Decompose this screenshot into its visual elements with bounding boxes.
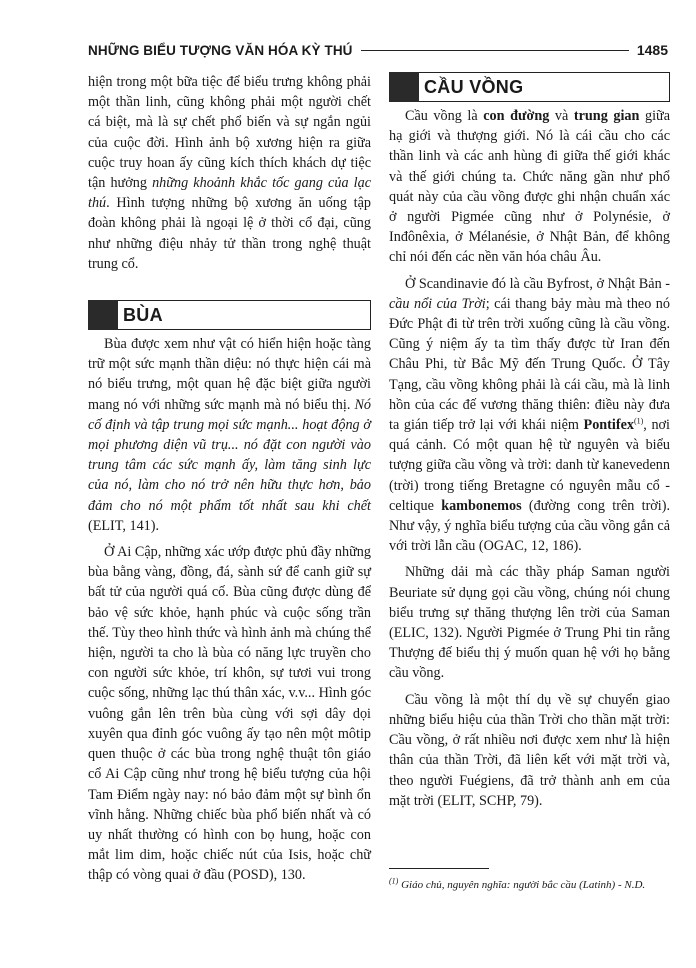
heading-marker-block [389,72,419,102]
left-column [88,72,371,886]
italic-run: cầu nổi của Trời [389,295,486,312]
text-run: , nơi quá cảnh. Có một quan hệ từ nguyên và biểu tượng giữa cầu vồng và trời: danh từ kanevedenn (trời) trong tiếng Bretagne có nguyên mẫu cổ - celtique [389,417,670,514]
page-number: 1485 [636,42,668,58]
italic-run: những khoảnh khắc tốc gang của lạc thú [88,175,371,212]
text-run: (ELIT, 141). [88,517,160,534]
section-title: CẦU VỒNG [419,72,670,102]
bold-run: kambonemos [441,497,522,514]
text-run: Bùa được xem như vật có hiển hiện hoặc tàng trữ một sức mạnh thần diệu: nó thực hiện cái mà nó biểu trưng, một quan hệ đặc biệt giữa người mang nó với những sức mạnh mà nó biểu thị. [88,336,371,413]
bold-run: Pontifex [583,417,634,434]
text-run: giữa hạ giới và thượng giới. Nó là cái cầu cho các thần linh và các anh hùng đi giữa thế giới khác và thế giới chúng ta. Chức năng gần như phổ quát này của cầu vồng được ghi nhận chuẩn xác ở người Pigmée cũng như ở Polynésie, ở Inđônêxia, ở Mélanésie, ở Nhật Bản, để không chỉ nói đến các nền văn hóa châu Âu. [389,108,670,266]
footnote-rule [389,868,489,869]
book-title: NHỮNG BIỂU TƯỢNG VĂN HÓA KỲ THÚ [88,42,353,58]
section-heading-cau-vong [389,72,670,102]
text-run: Ở Scandinavie đó là cầu Byfrost, ở Nhật Bản - [405,275,670,292]
running-header [88,40,668,60]
text-run: Cầu vồng là [405,108,484,124]
footnote-text: Giáo chủ, nguyên nghĩa: người bắc cầu (Latinh) - N.D. [401,879,646,891]
paragraph [389,274,670,557]
footnote-mark: (1) [389,876,399,886]
paragraph: Những dải mà các thầy pháp Saman người Beuriate sử dụng gọi cầu vồng, chúng nói chung biểu trưng sự thăng thượng lên trời của Saman (ELIC, 132). Người Pigmée ở Trung Phi tin rằng Thượng đế biểu thị ý muốn quan hệ với họ bằng cầu vồng. [389,564,670,682]
paragraph [88,334,371,536]
text-run: . Hình tượng những bộ xương ăn uống tập đoàn không phải là ngoại lệ ở thời cổ đại, cũng như những điệu nhảy tử thần trong nghệ thuật trung cổ. [88,195,371,272]
bold-run: trung gian [573,108,640,124]
bold-run: con đường [483,108,550,124]
paragraph [389,106,670,268]
header-rule [361,50,629,51]
continued-paragraph [88,72,371,274]
footnote-ref: (1) [633,416,644,426]
text-run: và [549,108,574,124]
paragraph: Cầu vồng là một thí dụ về sự chuyển giao những biểu hiệu của thần Trời cho thần mặt trời: Cầu vồng, ở rất nhiều nơi được xem như là hiện thân của thần Trời, đã liên kết với mặt trời và, theo người Fuégiens, đã trở thành anh em của mặt trời (ELIT, SCHP, 79). [389,691,670,809]
text-run: ; cái thang bảy màu mà theo nó Đức Phật đi từ trên trời xuống cũng là cầu vồng. Cũng ý niệm ấy ta tìm thấy được từ Iran đến Châu Phi, từ Bắc Mỹ đến Trung Quốc. Ở Tây Tạng, cầu vồng không phải là cái cầu, mà là linh hồn của các đế vương thăng thiên: điều này đưa ta gián tiếp trở lại với khái niệm [389,295,670,434]
section-heading-bua [88,300,371,330]
text-run: hiện trong một bữa tiệc để biểu trưng không phải một thần linh, cũng không phải một người chết cá biệt, mà là sự chết phổ biến và sự ngắn ngủi của cuộc đời. Hình ảnh bộ xương hiện ra giữa cuộc truy hoan ấy cũng kích thích khách dự tiệc tận hưởng [88,74,371,192]
footnote [389,878,670,893]
heading-marker-block [88,300,118,330]
text-run: (đường cong trên trời). Như vậy, ý nghĩa biểu tượng của cầu vồng gắn cả với trời lẫn cầu (OGAC, 12, 186). [389,497,671,555]
paragraph: Ở Ai Cập, những xác ướp được phủ đầy những bùa bằng vàng, đồng, đá, sành sứ để canh giữ sự bất tử của người quá cố. Bùa cũng được dùng để bảo vệ sức khỏe, hạnh phúc và cuộc sống trần thế. Tùy theo hình thức và hình ảnh mà chúng thể hiện, người ta cho là bùa có năng lực truyền cho con người sức khỏe, trí khôn, sự tươi vui trong cuộc sống, những lạc thú thân xác, v.v... Hình góc vuông gắn lên trên bùa cùng với sợi dây dọi xuyên qua đỉnh góc vuông ấy tạo nên một môtip quen thuộc ở các bùa trong nghệ thuật tôn giáo cổ Ai Cập cũng như trong hệ biểu tượng của hội Tam Điểm ngày nay: nó bảo đảm một sự bình ổn vĩnh hằng. Những chiếc bùa phổ biến nhất và có uy nhất thường có hình con bọ hung, hoặc con mắt lim dim, hoặc chiếc nút của Isis, hoặc chữ thập có vòng quai ở đầu (POSD), 130. [88,544,371,884]
section-title: BÙA [118,300,371,330]
italic-run: Nó cố định và tập trung mọi sức mạnh... hoạt động ở mọi phương diện vũ trụ... nó đặt con người vào trung tâm các sức mạnh ấy, làm tăng sinh lực của nó, làm cho nó trở nên hữu thực hơn, bảo đảm cho nó một phẩm tốt nhất sau khi chết [88,396,371,514]
right-column [389,72,670,811]
